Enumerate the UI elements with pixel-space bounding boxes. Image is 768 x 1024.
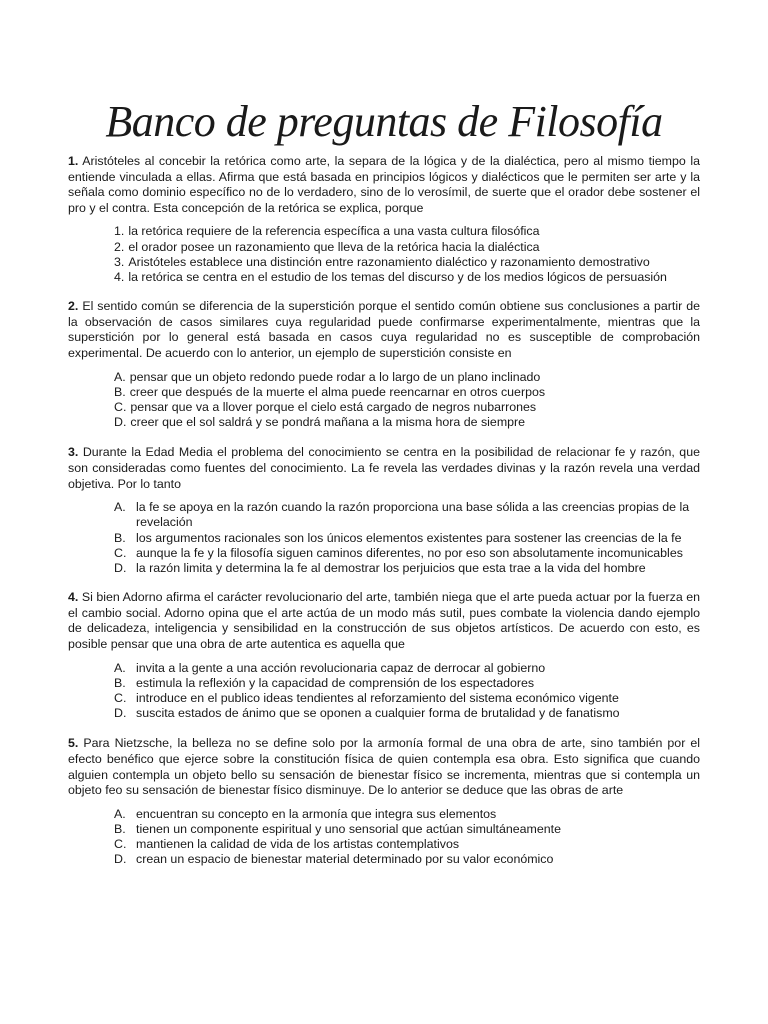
option-c [114,691,700,706]
question-text: Para Nietzsche, la belleza no se define solo por la armonía formal de una obra de arte, sino también por el efecto benéfico que ejerce sobre la constitución física de quien contempla esa obra. Esto significa que cuando alguien contempla un objeto bello su sensación de bienestar físico se incrementa, mientras que si contempla un objeto feo su sensación de bienestar físico disminuye. De lo anterior se deduce que las obras de arte [68,736,700,798]
question-number: 2. [68,299,79,314]
option-letter: D. [114,560,127,575]
option-text: el orador posee un razonamiento que lleva de la retórica hacia la dialéctica [128,239,540,254]
option-text: crean un espacio de bienestar material determinado por su valor económico [136,852,554,867]
option-b [114,531,700,546]
option-letter: 1. [114,224,125,239]
question-stem [68,445,700,492]
option-list [68,370,700,431]
option-text: introduce en el publico ideas tendientes al reforzamiento del sistema económico vigente [136,690,619,705]
option-letter: C. [114,545,127,560]
option-text: la retórica se centra en el estudio de los temas del discurso y de los medios lógicos de persuasión [128,269,667,284]
option-2 [114,240,700,255]
option-text: estimula la reflexión y la capacidad de comprensión de los espectadores [136,675,535,690]
option-b [114,385,700,400]
question-3 [68,445,700,576]
question-stem [68,590,700,652]
question-number: 3. [68,445,79,460]
option-text: suscita estados de ánimo que se oponen a cualquier forma de brutalidad y de fanatismo [136,706,620,721]
option-text: creer que el sol saldrá y se pondrá mañana a la misma hora de siempre [130,415,526,430]
option-c [114,546,700,561]
question-2 [68,299,700,430]
option-c [114,837,700,852]
option-letter: D. [114,852,127,867]
option-text: invita a la gente a una acción revolucionaria capaz de derrocar al gobierno [136,660,546,675]
option-letter: B. [114,675,126,690]
option-text: la retórica requiere de la referencia específica a una vasta cultura filosófica [128,224,540,239]
option-list [68,807,700,868]
option-text: pensar que va a llover porque el cielo está cargado de negros nubarrones [130,399,537,414]
option-c [114,400,700,415]
option-b [114,822,700,837]
option-text: aunque la fe y la filosofía siguen caminos diferentes, no por eso son absolutamente incomunicables [136,545,683,560]
option-1 [114,224,700,239]
option-letter: A. [114,660,126,675]
option-letter: 3. [114,254,125,269]
option-a [114,500,700,530]
option-letter: B. [114,384,126,399]
option-b [114,676,700,691]
option-letter: A. [114,806,126,821]
option-text: la razón limita y determina la fe al demostrar los perjuicios que esta trae a la vida del hombre [136,560,646,575]
question-stem [68,154,700,216]
option-d [114,415,700,430]
option-letter: A. [114,369,126,384]
question-number: 5. [68,736,79,751]
question-number: 1. [68,154,79,168]
question-text: Durante la Edad Media el problema del conocimiento se centra en la posibilidad de relacionar fe y razón, que son consideradas como fuentes del conocimiento. La fe revela las verdades divinas y la razón revela una verdad objetiva. Por lo tanto [68,445,700,491]
question-list [68,154,700,868]
question-5 [68,736,700,867]
option-letter: D. [114,706,127,721]
question-text: Si bien Adorno afirma el carácter revolucionario del arte, también niega que el arte pueda actuar por la fuerza en el cambio social. Adorno opina que el arte actúa de un modo más sutil, pues combate la violencia dando ejemplo de delicadeza, inteligencia y sensibilidad en la construcción de sus objetos artísticos. De acuerdo con esto, es posible pensar que una obra de arte autentica es aquella que [68,590,700,651]
option-4 [114,270,700,285]
document-title: Banco de preguntas de Filosofía [105,97,663,146]
option-text: mantienen la calidad de vida de los artistas contemplativos [136,837,460,852]
option-text: encuentran su concepto en la armonía que integra sus elementos [136,806,497,821]
option-text: tienen un componente espiritual y uno sensorial que actúan simultáneamente [136,821,561,836]
option-a [114,807,700,822]
option-text: los argumentos racionales son los únicos elementos existentes para sostener las creencias de la fe [136,530,682,545]
question-1 [68,154,700,285]
option-text: creer que después de la muerte el alma puede reencarnar en otros cuerpos [129,384,546,399]
question-stem [68,736,700,798]
option-letter: C. [114,837,127,852]
option-letter: 4. [114,269,125,284]
question-stem [68,299,700,361]
question-number: 4. [68,590,79,605]
question-text: El sentido común se diferencia de la superstición porque el sentido común obtiene sus conclusiones a partir de la observación de casos similares cuya regularidad puede confirmarse experimentalmente, mientras que la superstición por lo general está basada en casos cuya regularidad no es susceptible de comprobación experimental. De acuerdo con lo anterior, un ejemplo de superstición consiste en [68,299,700,360]
option-text: Aristóteles establece una distinción entre razonamiento dialéctico y razonamiento demostrativo [128,254,650,269]
option-letter: C. [114,399,127,414]
option-list [68,661,700,722]
option-d [114,706,700,721]
option-a [114,370,700,385]
option-letter: C. [114,690,127,705]
option-text: la fe se apoya en la razón cuando la razón proporciona una base sólida a las creencias propias de la revelación [136,500,690,530]
option-letter: 2. [114,239,125,254]
option-d [114,561,700,576]
option-list [68,224,700,285]
question-text: Aristóteles al concebir la retórica como arte, la separa de la lógica y de la dialéctica, pero al mismo tiempo la entiende vinculada a ellas. Afirma que está basada en principios lógicos y dialécticos que le permiten ser arte y la señala como dominio específico no de lo verdadero, sino de lo verosímil, de suerte que el orador debe sostener el pro y el contra. Esta concepción de la retórica se explica, porque [68,154,700,215]
option-letter: D. [114,415,127,430]
question-4 [68,590,700,721]
option-list [68,500,700,576]
option-letter: A. [114,500,126,515]
option-a [114,661,700,676]
option-letter: B. [114,821,126,836]
option-3 [114,255,700,270]
option-text: pensar que un objeto redondo puede rodar a lo largo de un plano inclinado [129,369,541,384]
option-d [114,852,700,867]
option-letter: B. [114,530,126,545]
